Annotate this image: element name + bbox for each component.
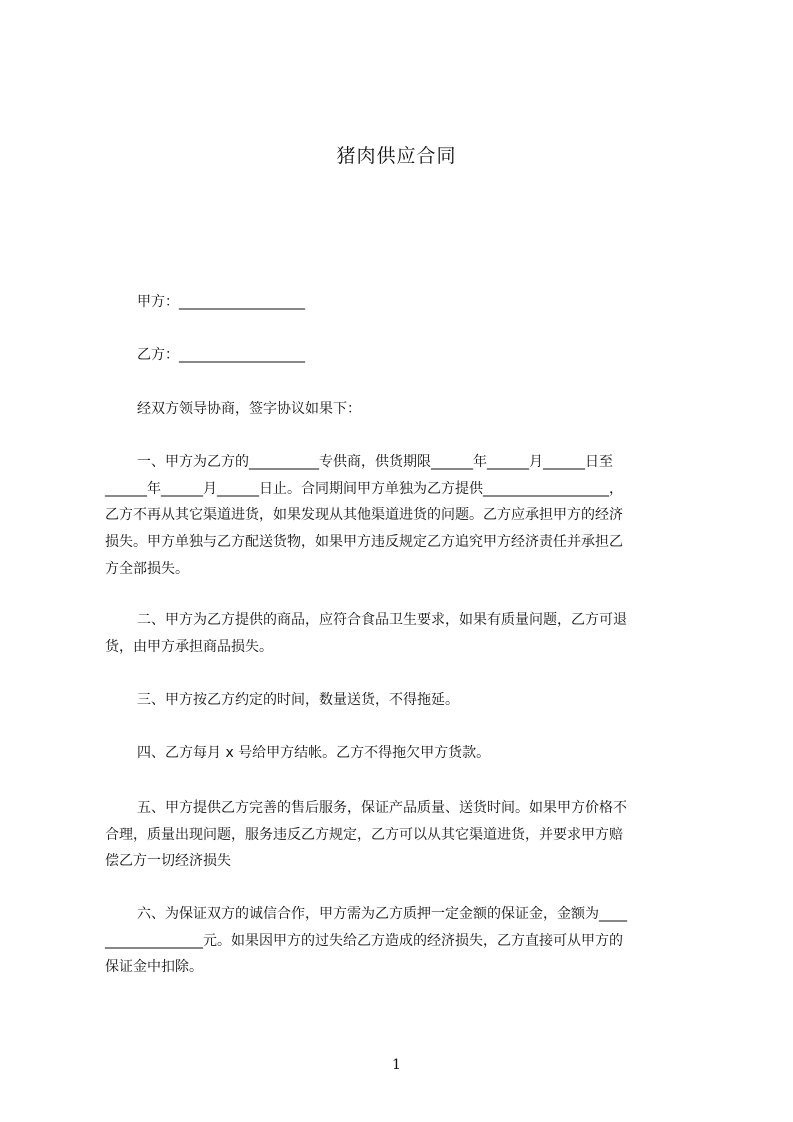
- clause-1: [105, 449, 700, 583]
- clause-5-line: 合理，质量出现问题，服务违反乙方规定，乙方可以从其它渠道进货，并要求甲方赔: [105, 826, 623, 843]
- clause-6-line: 保证金中扣除。: [105, 959, 203, 976]
- clause-6-line: 六、为保证双方的诚信合作，甲方需为乙方质押一定金额的保证金，金额为____: [137, 906, 627, 922]
- clause-1-line: 损失。甲方单独与乙方配送货物，如果甲方违反规定乙方追究甲方经济责任并承担乙: [105, 534, 623, 551]
- clause-3: 三、甲方按乙方约定的时间，数量送货，不得拖延。: [137, 692, 459, 708]
- clause-2-line: 二、甲方为乙方提供的商品，应符合食品卫生要求，如果有质量问题，乙方可退: [137, 612, 627, 628]
- clause-6: [105, 901, 700, 981]
- party-a-line: 甲方：__________________: [137, 294, 305, 310]
- clause-1-line: 乙方不再从其它渠道进货，如果发现从其他渠道进货的问题。乙方应承担甲方的经济: [105, 507, 623, 524]
- clause-5-line: 偿乙方一切经济损失: [105, 853, 231, 870]
- clause-5: [105, 795, 700, 875]
- clause-1-line: 一、甲方为乙方的__________专供商，供货期限______年______月______日至: [137, 454, 613, 470]
- clause-1-line: 方全部损失。: [105, 560, 189, 577]
- intro-line: 经双方领导协商，签字协议如果下：: [137, 401, 361, 417]
- page-number: 1: [392, 1057, 401, 1073]
- clause-6-line: ______________元。如果因甲方的过失给乙方造成的经济损失，乙方直接可从甲方的: [105, 932, 623, 949]
- clause-4: 四、乙方每月 x 号给甲方结帐。乙方不得拖欠甲方货款。: [137, 745, 491, 761]
- clause-2-line: 货，由甲方承担商品损失。: [105, 638, 273, 655]
- document-title: 猪肉供应合同: [336, 145, 457, 167]
- clause-2: [105, 607, 700, 660]
- clause-5-line: 五、甲方提供乙方完善的售后服务，保证产品质量、送货时间。如果甲方价格不: [137, 800, 627, 816]
- party-b-line: 乙方：__________________: [137, 347, 305, 363]
- clause-1-line: ______年______月______日止。合同期间甲方单独为乙方提供__________________，: [105, 480, 623, 497]
